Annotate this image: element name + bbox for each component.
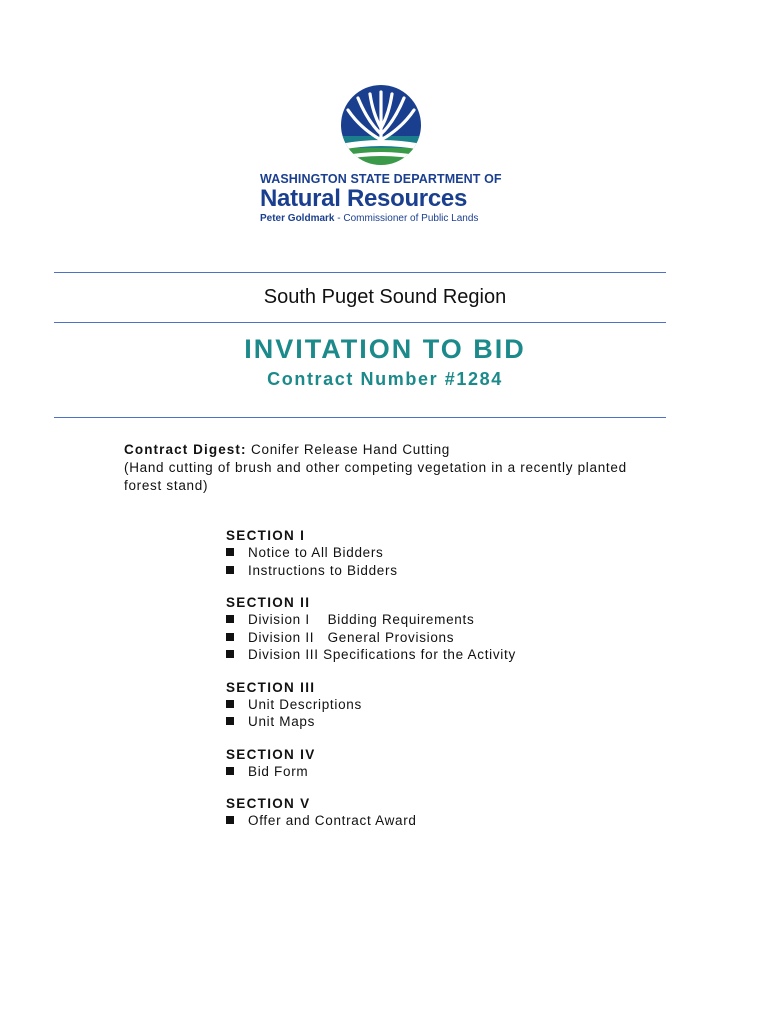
list-item: Instructions to Bidders [226,562,666,580]
square-bullet-icon [226,548,234,556]
digest-text: Conifer Release Hand Cutting [246,442,451,457]
section-2 [226,594,666,664]
region-heading: South Puget Sound Region [263,286,507,308]
section-5 [226,795,666,830]
section-list [226,527,666,845]
square-bullet-icon [226,566,234,574]
square-bullet-icon [226,633,234,641]
digest-line-1 [124,441,684,459]
digest-line-3: forest stand) [124,478,209,493]
list-item: Bid Form [226,763,666,781]
section-title: SECTION I [226,528,306,543]
list-item: Division II General Provisions [226,629,666,647]
list-item: Notice to All Bidders [226,544,666,562]
logo-agency-name: Natural Resources [260,185,467,212]
section-3 [226,679,666,731]
list-item: Division III Specifications for the Activity [226,646,666,664]
square-bullet-icon [226,615,234,623]
square-bullet-icon [226,767,234,775]
section-title: SECTION IV [226,746,316,762]
list-item: Unit Descriptions [226,696,666,714]
page-title: INVITATION TO BID [244,334,526,364]
divider-bottom [54,417,666,418]
square-bullet-icon [226,717,234,725]
section-4 [226,746,666,781]
tree-circle-logo-icon [340,84,422,166]
square-bullet-icon [226,816,234,824]
logo-department-line: WASHINGTON STATE DEPARTMENT OF [260,172,502,186]
dnr-logo [246,84,518,234]
logo-commissioner-line: Peter Goldmark - Commissioner of Public Lands [260,213,479,224]
section-title: SECTION II [226,595,311,610]
list-item: Offer and Contract Award [226,812,666,830]
divider-middle [54,322,666,323]
divider-top [54,272,666,273]
square-bullet-icon [226,700,234,708]
section-title: SECTION V [226,796,311,811]
digest-line-2: (Hand cutting of brush and other competing vegetation in a recently planted [124,460,627,475]
contract-number: Contract Number #1284 [267,369,503,389]
digest-label: Contract Digest: [124,442,247,457]
section-1 [226,527,666,579]
section-title: SECTION III [226,679,316,695]
square-bullet-icon [226,650,234,658]
contract-digest [124,441,684,495]
list-item: Division I Bidding Requirements [226,611,666,629]
list-item: Unit Maps [226,713,666,731]
